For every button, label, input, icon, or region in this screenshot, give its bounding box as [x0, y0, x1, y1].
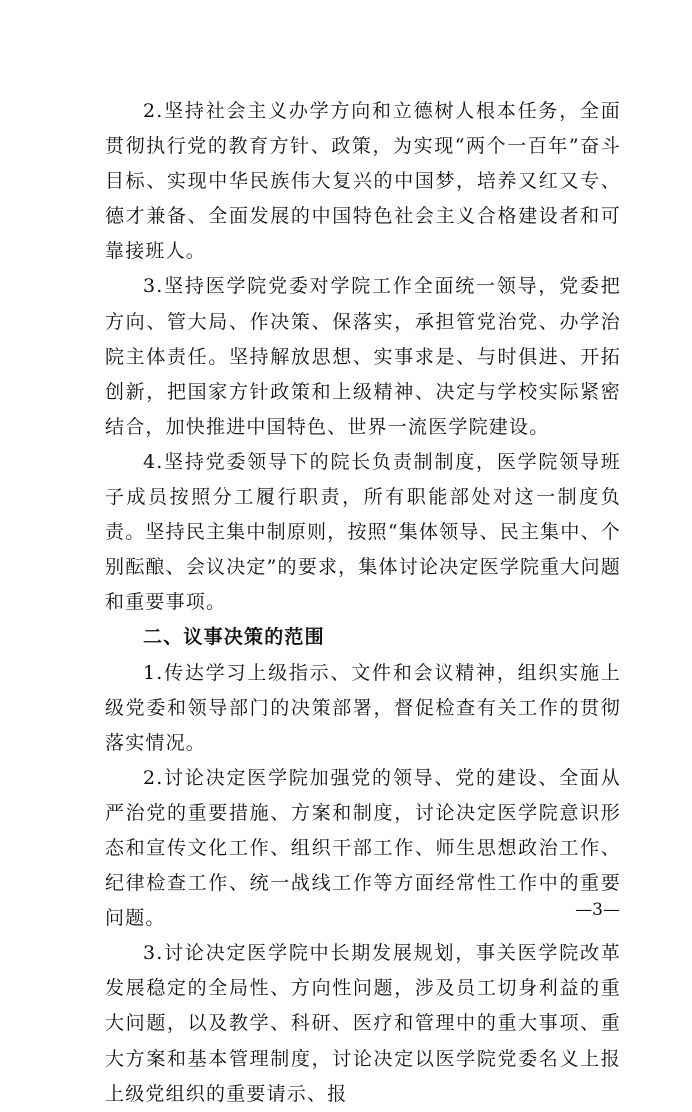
paragraph-item-3: 3.坚持医学院党委对学院工作全面统一领导，党委把方向、管大局、作决策、保落实，承担管党治党、办学治院主体责任。坚持解放思想、实事求是、与时俱进、开拓创新，把国家方针政策和上级精神、决定与学校实际紧密结合，加快推进中国特色、世界一流医学院建设。	[105, 275, 621, 438]
document-body	[105, 94, 621, 1112]
section-heading: 二、议事决策的范围	[143, 626, 325, 649]
page-number: —3—	[575, 900, 620, 920]
scope-item-1: 1.传达学习上级指示、文件和会议精神，组织实施上级党委和领导部门的决策部署，督促检查有关工作的贯彻落实情况。	[105, 661, 621, 754]
scope-item-2: 2.讨论决定医学院加强党的领导、党的建设、全面从严治党的重要措施、方案和制度，讨论决定医学院意识形态和宣传文化工作、组织干部工作、师生思想政治工作、纪律检查工作、统一战线工作等方面经常性工作中的重要问题。	[105, 766, 621, 930]
paragraph-item-2: 2.坚持社会主义办学方向和立德树人根本任务，全面贯彻执行党的教育方针、政策，为实现“两个一百年”奋斗目标、实现中华民族伟大复兴的中国梦，培养又红又专、德才兼备、全面发展的中国特色社会主义合格建设者和可靠接班人。	[105, 100, 621, 263]
paragraph-item-4: 4.坚持党委领导下的院长负责制制度，医学院领导班子成员按照分工履行职责，所有职能部处对这一制度负责。坚持民主集中制原则，按照“集体领导、民主集中、个别酝酿、会议决定”的要求，集体讨论决定医学院重大问题和重要事项。	[105, 450, 621, 614]
scope-item-3: 3.讨论决定医学院中长期发展规划，事关医学院改革发展稳定的全局性、方向性问题，涉及员工切身利益的重大问题，以及教学、科研、医疗和管理中的重大事项、重大方案和基本管理制度，讨论决定以医学院党委名义上报上级党组织的重要请示、报	[105, 942, 621, 1105]
